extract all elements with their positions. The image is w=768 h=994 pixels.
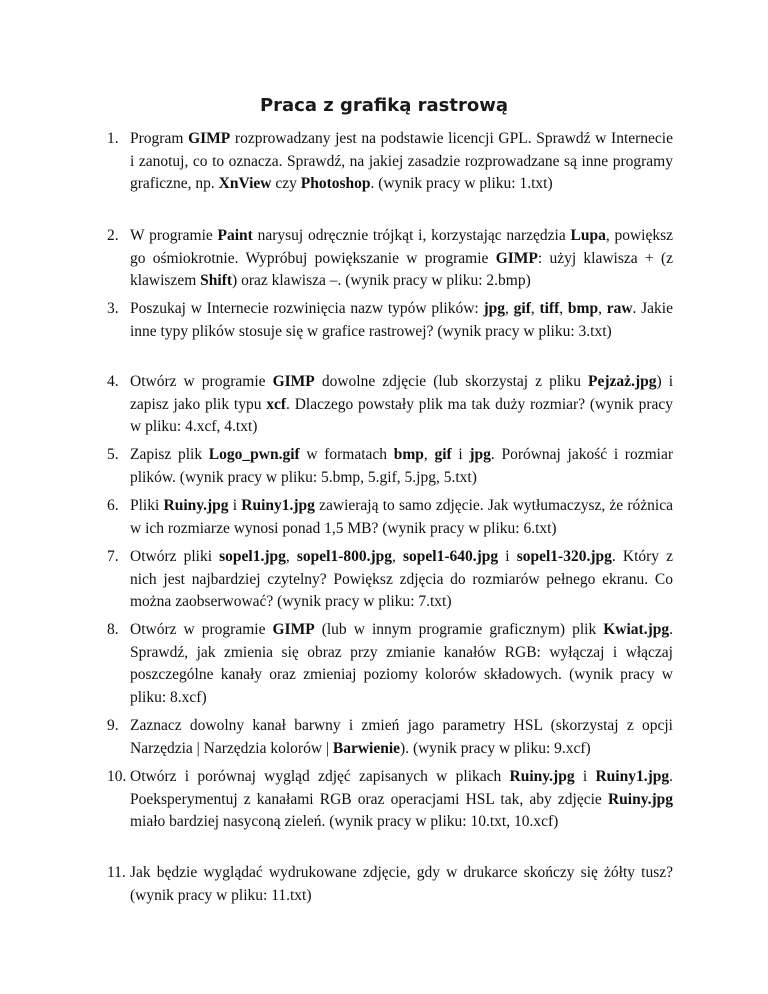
item-number: 4. (107, 373, 119, 390)
bold-term: Ruiny.jpg (607, 790, 673, 808)
text-segment: . Poeksperymentuj z kanałami RGB oraz operacjami HSL tak, aby zdjęcie (130, 768, 673, 808)
text-segment: ). (wynik pracy w pliku: 9.xcf) (400, 739, 591, 757)
text-segment: Poszukaj w Internecie rozwinięcia nazw typów plików: (130, 300, 484, 317)
list-item (107, 715, 673, 760)
text-segment: . Porównaj jakość i rozmiar plików. (wynik pracy w pliku: 5.bmp, 5.gif, 5.jpg, 5.txt) (130, 446, 673, 486)
bold-term: Ruiny1.jpg (595, 768, 670, 785)
text-segment: Otwórz w programie (130, 373, 273, 390)
text-segment: Otwórz w programie (130, 621, 273, 638)
list-item (107, 371, 673, 439)
bold-term: Ruiny.jpg (509, 768, 575, 785)
text-segment: . Jakie inne typy plików stosuje się w grafice rastrowej? (wynik pracy w pliku: 3.txt) (130, 300, 673, 340)
text-segment: , (530, 300, 540, 317)
text-segment: rozprowadzany jest na podstawie licencji GPL. Sprawdź w Internecie i zanotuj, co to oznacza. Sprawdź, na jakiej zasadzie rozprowadzane są inne programy graficzne, np. (130, 130, 673, 192)
bold-term: jpg (483, 300, 506, 317)
list-item (107, 225, 673, 293)
item-number: 11. (107, 864, 126, 881)
list-item (107, 766, 673, 834)
text-segment: . Sprawdź, jak zmienia się obraz przy zmianie kanałów RGB: wyłączaj i włączaj poszczególne kanały oraz zmieniaj poziomy kolorów składowych. (wynik pracy w pliku: 8.xcf) (130, 621, 673, 706)
list-item (107, 862, 673, 907)
bold-term: XnView (218, 175, 272, 192)
text-segment: (lub w innym programie graficznym) plik (314, 621, 604, 638)
bold-term: jpg (469, 446, 491, 463)
bold-term: Ruiny.jpg (163, 497, 229, 514)
text-segment: , (598, 300, 607, 317)
bold-term: bmp (393, 446, 424, 463)
text-segment: , (423, 446, 435, 463)
item-number: 10. (107, 768, 127, 785)
item-number: 5. (107, 446, 119, 463)
item-number: 6. (107, 497, 119, 514)
bold-term: Barwienie (332, 739, 401, 757)
text-segment: Otwórz pliki (130, 548, 220, 565)
item-number: 8. (107, 621, 119, 638)
text-segment: narysuj odręcznie trójkąt i, korzystając narzędzia (252, 227, 571, 244)
bold-term: Lupa (570, 227, 606, 244)
bold-term: sopel1.jpg (219, 548, 286, 565)
bold-term: tiff (539, 300, 560, 317)
item-text (130, 444, 673, 489)
bold-term: sopel1-640.jpg (403, 548, 499, 565)
bold-term: GIMP (272, 621, 315, 638)
bold-term: Paint (217, 227, 253, 244)
item-number: 7. (107, 548, 119, 565)
bold-term: sopel1-320.jpg (516, 548, 612, 565)
bold-term: Logo_pwn.gif (208, 446, 300, 463)
text-segment: , (285, 548, 297, 565)
item-text (130, 298, 673, 343)
list-item (107, 128, 673, 196)
item-text (130, 225, 673, 293)
text-segment: czy (271, 175, 301, 192)
item-number: 3. (107, 300, 119, 317)
list-item (107, 546, 673, 614)
bold-term: GIMP (272, 373, 315, 390)
text-segment: W programie (130, 227, 218, 244)
text-segment: Jak będzie wyglądać wydrukowane zdjęcie, gdy w drukarce skończy się żółty tusz? (wynik pracy w pliku: 11.txt) (130, 864, 673, 904)
page-title: Praca z grafiką rastrową (259, 95, 509, 116)
item-number: 1. (107, 130, 119, 147)
bold-term: raw (606, 300, 633, 317)
bold-term: Pejzaż.jpg (588, 373, 657, 390)
text-segment: ) oraz klawisza –. (wynik pracy w pliku: 2.bmp) (232, 272, 531, 289)
text-segment: : użyj klawisza + (z klawiszem (130, 249, 673, 289)
list-item (107, 444, 673, 489)
bold-term: GIMP (188, 130, 231, 147)
bold-term: bmp (567, 300, 599, 317)
text-segment: , powiększ go ośmiokrotnie. Wypróbuj powiększanie w programie (130, 227, 674, 267)
item-text (130, 546, 673, 614)
bold-term: gif (513, 300, 531, 317)
text-segment: Pliki (130, 497, 164, 514)
text-segment: , (392, 548, 404, 565)
text-segment: ) i zapisz jako plik typu (130, 373, 674, 413)
item-text (130, 495, 673, 540)
text-segment: Zaznacz dowolny kanał barwny i zmień jago parametry HSL (skorzystaj z opcji Narzędzia | Narzędzia kolorów | (130, 717, 673, 757)
bold-term: Photoshop (300, 175, 371, 192)
item-text (130, 128, 673, 196)
list-item (107, 495, 673, 540)
text-segment: zawierają to samo zdjęcie. Jak wytłumaczysz, że różnica w ich rozmiarze wynosi ponad 1,5 MB? (wynik pracy w pliku: 6.txt) (130, 497, 673, 537)
bold-term: gif (434, 446, 452, 463)
text-segment: dowolne zdjęcie (lub skorzystaj z pliku (314, 373, 589, 390)
text-segment: Program (130, 130, 189, 147)
text-segment: miało bardziej nasyconą zieleń. (wynik pracy w pliku: 10.txt, 10.xcf) (130, 813, 559, 830)
item-text (130, 862, 673, 907)
item-number: 2. (107, 227, 119, 244)
text-segment: Otwórz i porównaj wygląd zdjęć zapisanych w plikach (130, 768, 510, 785)
item-text (130, 371, 673, 439)
item-text (130, 715, 673, 760)
bold-term: sopel1-800.jpg (296, 548, 393, 565)
list-item (107, 298, 673, 343)
text-segment: w formatach (299, 446, 394, 463)
bold-term: GIMP (495, 249, 538, 267)
text-segment: i (228, 497, 242, 514)
text-segment: , (505, 300, 514, 317)
bold-term: Kwiat.jpg (603, 621, 670, 638)
text-segment: . Który z nich jest najbardziej czytelny? Powiększ zdjęcia do rozmiarów pełnego ekranu. Co można zaobserwować? (wynik pracy w pliku: 7.txt) (130, 548, 674, 610)
text-segment: . (wynik pracy w pliku: 1.txt) (370, 175, 553, 192)
text-segment: , (559, 300, 568, 317)
bold-term: Shift (200, 272, 233, 289)
list-item (107, 619, 673, 709)
text-segment: . Dlaczego powstały plik ma tak duży rozmiar? (wynik pracy w pliku: 4.xcf, 4.txt) (130, 395, 673, 435)
item-number: 9. (107, 717, 119, 734)
bold-term: xcf (266, 395, 287, 413)
text-segment: i (574, 768, 596, 785)
bold-term: Ruiny1.jpg (241, 497, 315, 514)
text-segment: i (498, 548, 517, 565)
text-segment: Zapisz plik (130, 446, 209, 463)
item-text (130, 619, 673, 709)
item-text (130, 766, 673, 834)
text-segment: i (451, 446, 470, 463)
